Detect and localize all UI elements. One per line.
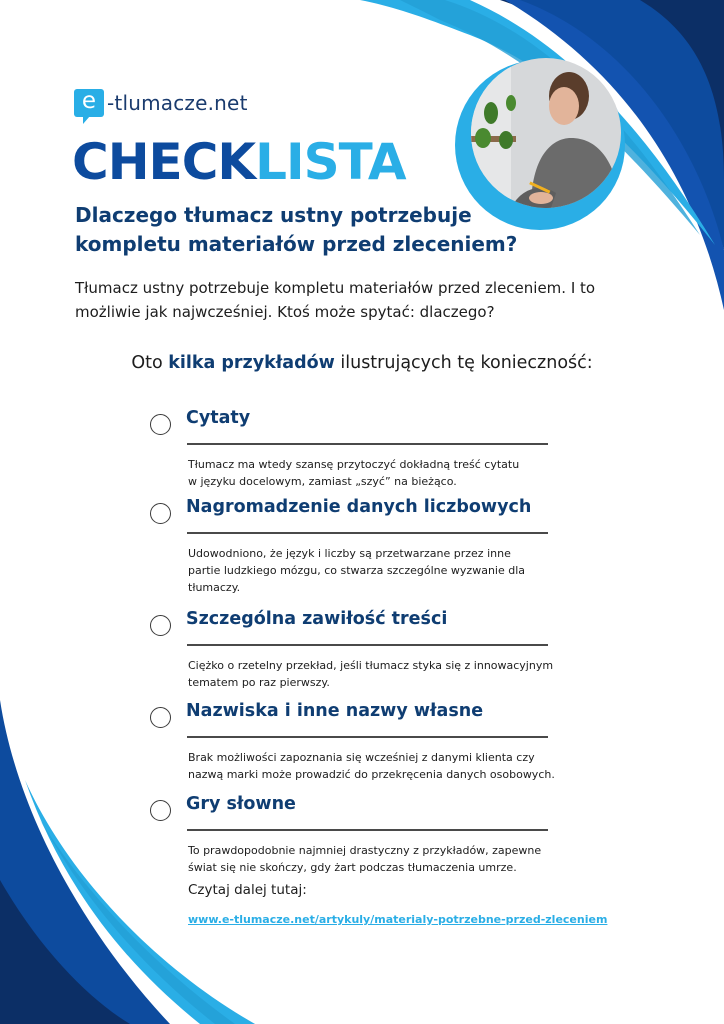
logo-speech-bubble-icon <box>74 89 104 117</box>
lead-after: ilustrujących tę konieczność: <box>334 353 593 373</box>
title-part-lista: LISTA <box>255 133 406 191</box>
checkbox-circle-icon[interactable] <box>150 414 171 435</box>
checklist-item-title: Nagromadzenie danych liczbowych <box>186 497 532 517</box>
desc-line: partie ludzkiego mózgu, co stwarza szczególne wyzwanie dla <box>188 564 526 577</box>
divider <box>187 829 548 831</box>
woman-photo-illustration <box>471 58 621 208</box>
intro-paragraph: Tłumacz ustny potrzebuje kompletu materiałów przed zleceniem. I to możliwie jak najwcześniej. Ktoś może spytać: dlaczego? <box>75 279 596 321</box>
lead-before: Oto <box>131 353 169 373</box>
checklist-item-title: Gry słowne <box>186 794 296 814</box>
checkbox-circle-icon[interactable] <box>150 707 171 728</box>
hero-photo <box>471 58 621 208</box>
desc-line: tłumaczy. <box>188 581 241 594</box>
checkbox-circle-icon[interactable] <box>150 800 171 821</box>
logo-text: -tlumacze.net <box>107 91 248 115</box>
subtitle-line-2: kompletu materiałów przed zleceniem? <box>75 232 518 256</box>
desc-line: świat się nie skończy, gdy żart podczas tłumaczenia umrze. <box>188 861 517 874</box>
desc-line: Brak możliwości zapoznania się wcześniej z danymi klienta czy <box>188 751 535 764</box>
lead-bold: kilka przykładów <box>168 353 335 373</box>
checklist-item-description <box>188 456 588 490</box>
divider <box>187 644 548 646</box>
divider <box>187 532 548 534</box>
title-part-check: CHECK <box>72 133 256 191</box>
logo-letter: e <box>81 88 97 114</box>
desc-line: To prawdopodobnie najmniej drastyczny z przykładów, zapewne <box>188 844 542 857</box>
checkbox-circle-icon[interactable] <box>150 615 171 636</box>
article-link[interactable]: www.e-tlumacze.net/artykuly/materialy-potrzebne-przed-zleceniem <box>188 913 608 926</box>
desc-line: tematem po raz pierwszy. <box>188 676 330 689</box>
desc-line: Tłumacz ma wtedy szansę przytoczyć dokładną treść cytatu <box>188 458 520 471</box>
read-more-label: Czytaj dalej tutaj: <box>188 882 307 898</box>
checkbox-circle-icon[interactable] <box>150 503 171 524</box>
site-logo[interactable] <box>74 89 248 117</box>
subtitle-line-1: Dlaczego tłumacz ustny potrzebuje <box>75 203 472 227</box>
checklist-item-title: Szczególna zawiłość treści <box>186 609 448 629</box>
desc-line: w języku docelowym, zamiast „szyć” na bieżąco. <box>188 475 457 488</box>
page-subtitle <box>75 201 575 259</box>
desc-line: Ciężko o rzetelny przekład, jeśli tłumacz styka się z innowacyjnym <box>188 659 554 672</box>
checklist-item-title: Nazwiska i inne nazwy własne <box>186 701 484 721</box>
desc-line: Udowodniono, że język i liczby są przetwarzane przez inne <box>188 547 511 560</box>
page-title <box>72 132 406 192</box>
checklist-item-description <box>188 842 588 876</box>
divider <box>187 736 548 738</box>
desc-line: nazwą marki może prowadzić do przekręcenia danych osobowych. <box>188 768 555 781</box>
checklist-item-description <box>188 749 588 783</box>
checklist-item-description <box>188 657 588 691</box>
lead-sentence <box>0 353 724 373</box>
checklist-item-description <box>188 545 588 596</box>
checklist-item-title: Cytaty <box>186 408 251 428</box>
divider <box>187 443 548 445</box>
